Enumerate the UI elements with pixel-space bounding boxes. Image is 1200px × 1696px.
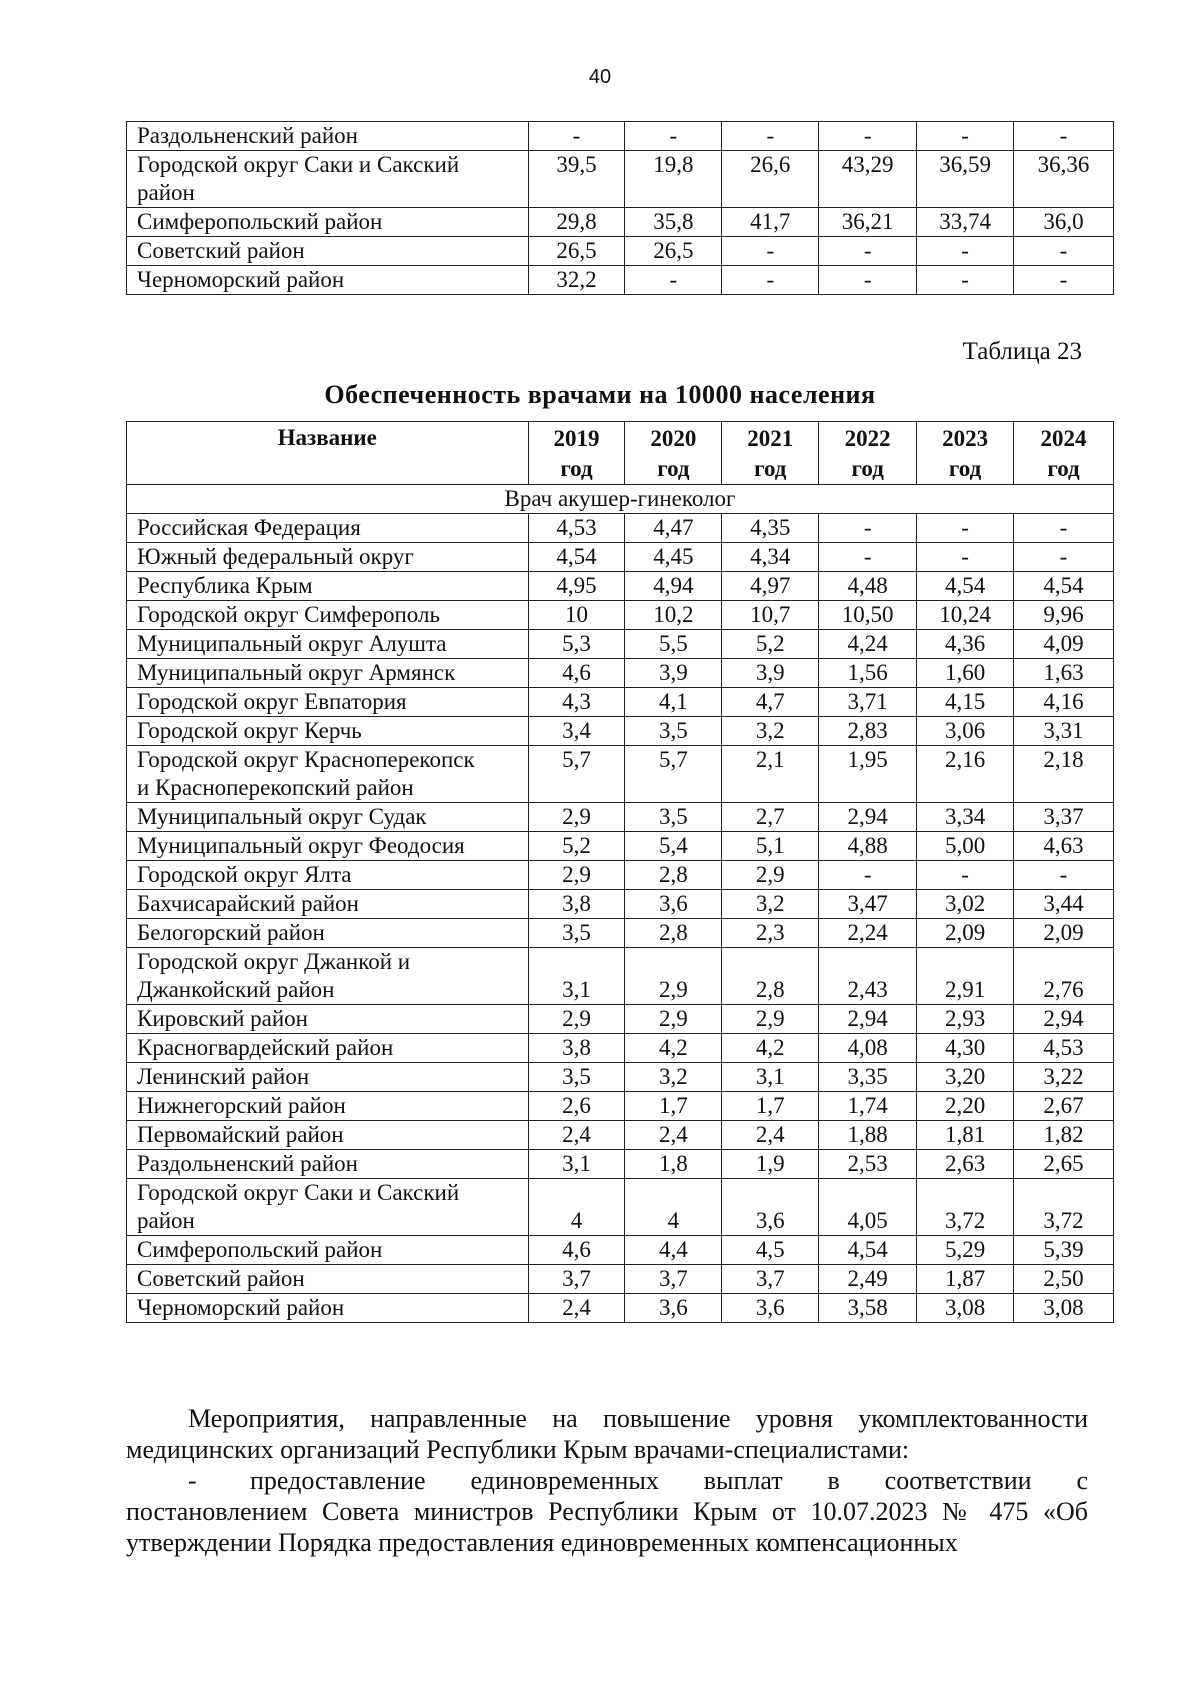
- value-cell: 4,35: [722, 514, 819, 543]
- value-cell: 1,88: [819, 1121, 917, 1150]
- value-cell: 2,9: [528, 861, 625, 890]
- table-row: [127, 832, 1114, 861]
- value-cell: 4,48: [819, 572, 917, 601]
- value-cell: 2,94: [819, 803, 917, 832]
- value-cell: 39,5: [528, 151, 625, 208]
- value-cell: -: [917, 237, 1014, 266]
- body-text: [126, 1403, 1088, 1558]
- header-year: 2020 год: [625, 422, 722, 485]
- row-name: Белогорский район: [127, 919, 529, 948]
- value-cell: 4,53: [528, 514, 625, 543]
- row-name: Городской округ Симферополь: [127, 601, 529, 630]
- value-cell: 3,2: [625, 1063, 722, 1092]
- table-row: [127, 1265, 1114, 1294]
- value-cell: 10,7: [722, 601, 819, 630]
- value-cell: 1,95: [819, 746, 917, 803]
- value-cell: 4,09: [1014, 630, 1114, 659]
- value-cell: 36,59: [917, 151, 1014, 208]
- value-cell: 26,5: [528, 237, 625, 266]
- value-cell: 3,1: [528, 948, 625, 1005]
- table-row: [127, 266, 1114, 295]
- row-name: Городской округ Евпатория: [127, 688, 529, 717]
- header-year: 2021 год: [722, 422, 819, 485]
- value-cell: 3,4: [528, 717, 625, 746]
- value-cell: 3,8: [528, 890, 625, 919]
- value-cell: -: [819, 122, 917, 151]
- row-name: Симферопольский район: [127, 1236, 529, 1265]
- table-row: [127, 861, 1114, 890]
- value-cell: -: [819, 514, 917, 543]
- value-cell: 2,16: [917, 746, 1014, 803]
- table-row: [127, 543, 1114, 572]
- value-cell: 2,9: [625, 948, 722, 1005]
- table-row: [127, 1063, 1114, 1092]
- value-cell: 2,24: [819, 919, 917, 948]
- table-row: [127, 948, 1114, 1005]
- header-year: 2022 год: [819, 422, 917, 485]
- row-name: Муниципальный округ Армянск: [127, 659, 529, 688]
- value-cell: 4,15: [917, 688, 1014, 717]
- value-cell: 4,16: [1014, 688, 1114, 717]
- value-cell: 33,74: [917, 208, 1014, 237]
- value-cell: 4: [528, 1179, 625, 1236]
- value-cell: 43,29: [819, 151, 917, 208]
- value-cell: 2,3: [722, 919, 819, 948]
- value-cell: 1,60: [917, 659, 1014, 688]
- value-cell: 2,6: [528, 1092, 625, 1121]
- value-cell: 1,9: [722, 1150, 819, 1179]
- list-dash: -: [188, 1466, 197, 1495]
- row-name: Первомайский район: [127, 1121, 529, 1150]
- row-name: Республика Крым: [127, 572, 529, 601]
- value-cell: 2,65: [1014, 1150, 1114, 1179]
- continuation-table: [126, 121, 1114, 295]
- table-row: [127, 688, 1114, 717]
- value-cell: 5,00: [917, 832, 1014, 861]
- value-cell: 2,9: [625, 1005, 722, 1034]
- table-header-row: [127, 422, 1114, 485]
- value-cell: 1,7: [722, 1092, 819, 1121]
- value-cell: 4,08: [819, 1034, 917, 1063]
- value-cell: 4,97: [722, 572, 819, 601]
- value-cell: 3,71: [819, 688, 917, 717]
- value-cell: 4,95: [528, 572, 625, 601]
- value-cell: 4,53: [1014, 1034, 1114, 1063]
- table-row: [127, 208, 1114, 237]
- value-cell: 4,54: [819, 1236, 917, 1265]
- value-cell: 4,63: [1014, 832, 1114, 861]
- value-cell: 4,4: [625, 1236, 722, 1265]
- section-title: Врач акушер-гинеколог: [127, 485, 1114, 514]
- value-cell: 3,02: [917, 890, 1014, 919]
- value-cell: 5,29: [917, 1236, 1014, 1265]
- table-row: [127, 151, 1114, 208]
- value-cell: 2,18: [1014, 746, 1114, 803]
- value-cell: 2,09: [1014, 919, 1114, 948]
- value-cell: 4,5: [722, 1236, 819, 1265]
- value-cell: 3,9: [625, 659, 722, 688]
- row-name: Ленинский район: [127, 1063, 529, 1092]
- value-cell: 4,3: [528, 688, 625, 717]
- table-row: [127, 1034, 1114, 1063]
- value-cell: 3,6: [625, 1294, 722, 1323]
- table-row: [127, 122, 1114, 151]
- row-name: Красногвардейский район: [127, 1034, 529, 1063]
- header-year: 2019 год: [528, 422, 625, 485]
- value-cell: 3,5: [625, 717, 722, 746]
- value-cell: 4: [625, 1179, 722, 1236]
- value-cell: -: [722, 237, 819, 266]
- value-cell: 3,34: [917, 803, 1014, 832]
- value-cell: 3,1: [528, 1150, 625, 1179]
- value-cell: 9,96: [1014, 601, 1114, 630]
- value-cell: -: [528, 122, 625, 151]
- value-cell: 2,7: [722, 803, 819, 832]
- row-name: Муниципальный округ Феодосия: [127, 832, 529, 861]
- row-name: Муниципальный округ Алушта: [127, 630, 529, 659]
- value-cell: 2,1: [722, 746, 819, 803]
- value-cell: 2,43: [819, 948, 917, 1005]
- value-cell: 4,94: [625, 572, 722, 601]
- table-row: [127, 572, 1114, 601]
- table-row: [127, 1294, 1114, 1323]
- table-row: [127, 1179, 1114, 1236]
- value-cell: 3,8: [528, 1034, 625, 1063]
- value-cell: 5,7: [625, 746, 722, 803]
- value-cell: -: [1014, 122, 1114, 151]
- value-cell: 2,09: [917, 919, 1014, 948]
- value-cell: 2,8: [625, 861, 722, 890]
- table-row: [127, 1236, 1114, 1265]
- value-cell: 2,63: [917, 1150, 1014, 1179]
- value-cell: -: [722, 122, 819, 151]
- value-cell: 1,81: [917, 1121, 1014, 1150]
- value-cell: 35,8: [625, 208, 722, 237]
- table-row: [127, 601, 1114, 630]
- value-cell: 4,7: [722, 688, 819, 717]
- value-cell: 5,1: [722, 832, 819, 861]
- value-cell: -: [819, 861, 917, 890]
- table-row: [127, 746, 1114, 803]
- row-name: Муниципальный округ Судак: [127, 803, 529, 832]
- table-row: [127, 803, 1114, 832]
- value-cell: 3,08: [917, 1294, 1014, 1323]
- value-cell: 2,53: [819, 1150, 917, 1179]
- value-cell: 3,6: [625, 890, 722, 919]
- value-cell: 4,6: [528, 659, 625, 688]
- value-cell: 2,4: [722, 1121, 819, 1150]
- row-name: Городской округ Джанкой и Джанкойский район: [127, 948, 529, 1005]
- value-cell: 3,7: [625, 1265, 722, 1294]
- value-cell: 41,7: [722, 208, 819, 237]
- value-cell: 2,49: [819, 1265, 917, 1294]
- value-cell: 3,22: [1014, 1063, 1114, 1092]
- value-cell: 1,7: [625, 1092, 722, 1121]
- table-row: [127, 1150, 1114, 1179]
- value-cell: 3,31: [1014, 717, 1114, 746]
- value-cell: 10,2: [625, 601, 722, 630]
- value-cell: 4,30: [917, 1034, 1014, 1063]
- value-cell: 2,9: [528, 1005, 625, 1034]
- value-cell: 19,8: [625, 151, 722, 208]
- value-cell: 32,2: [528, 266, 625, 295]
- table-row: [127, 514, 1114, 543]
- value-cell: 2,83: [819, 717, 917, 746]
- value-cell: 4,54: [1014, 572, 1114, 601]
- value-cell: 2,4: [625, 1121, 722, 1150]
- row-name: Раздольненский район: [127, 122, 529, 151]
- value-cell: 36,0: [1014, 208, 1114, 237]
- value-cell: -: [917, 266, 1014, 295]
- value-cell: 4,36: [917, 630, 1014, 659]
- value-cell: 4,88: [819, 832, 917, 861]
- value-cell: 3,5: [528, 1063, 625, 1092]
- value-cell: 1,8: [625, 1150, 722, 1179]
- table-row: [127, 717, 1114, 746]
- value-cell: 3,72: [917, 1179, 1014, 1236]
- value-cell: -: [819, 237, 917, 266]
- value-cell: -: [917, 543, 1014, 572]
- value-cell: 2,93: [917, 1005, 1014, 1034]
- row-name: Городской округ Саки и Сакский район: [127, 1179, 529, 1236]
- value-cell: 3,44: [1014, 890, 1114, 919]
- value-cell: 2,91: [917, 948, 1014, 1005]
- value-cell: 4,05: [819, 1179, 917, 1236]
- value-cell: 3,37: [1014, 803, 1114, 832]
- value-cell: 36,36: [1014, 151, 1114, 208]
- value-cell: 2,8: [625, 919, 722, 948]
- table-title: Обеспеченность врачами на 10000 населения: [324, 380, 876, 409]
- value-cell: 4,47: [625, 514, 722, 543]
- table-row: [127, 1005, 1114, 1034]
- value-cell: 26,6: [722, 151, 819, 208]
- table-row: [127, 630, 1114, 659]
- table-row: [127, 1121, 1114, 1150]
- value-cell: -: [917, 122, 1014, 151]
- value-cell: 2,94: [819, 1005, 917, 1034]
- value-cell: 4,45: [625, 543, 722, 572]
- row-name: Южный федеральный округ: [127, 543, 529, 572]
- section-row: [127, 485, 1114, 514]
- value-cell: 4,24: [819, 630, 917, 659]
- value-cell: 3,6: [722, 1294, 819, 1323]
- value-cell: 4,2: [722, 1034, 819, 1063]
- value-cell: 4,2: [625, 1034, 722, 1063]
- table-row: [127, 659, 1114, 688]
- value-cell: 1,63: [1014, 659, 1114, 688]
- value-cell: 3,7: [528, 1265, 625, 1294]
- row-name: Бахчисарайский район: [127, 890, 529, 919]
- value-cell: 5,4: [625, 832, 722, 861]
- value-cell: 5,2: [722, 630, 819, 659]
- value-cell: 1,87: [917, 1265, 1014, 1294]
- doctors-per-10000-table: [126, 421, 1114, 1323]
- value-cell: 1,82: [1014, 1121, 1114, 1150]
- row-name: Городской округ Красноперекопск и Красноперекопский район: [127, 746, 529, 803]
- value-cell: 1,74: [819, 1092, 917, 1121]
- value-cell: -: [1014, 543, 1114, 572]
- row-name: Городской округ Саки и Сакский район: [127, 151, 529, 208]
- value-cell: 3,20: [917, 1063, 1014, 1092]
- value-cell: 2,9: [722, 1005, 819, 1034]
- value-cell: 3,9: [722, 659, 819, 688]
- row-name: Российская Федерация: [127, 514, 529, 543]
- value-cell: 3,58: [819, 1294, 917, 1323]
- value-cell: -: [625, 266, 722, 295]
- row-name: Раздольненский район: [127, 1150, 529, 1179]
- paragraph-measures: Мероприятия, направленные на повышение уровня укомплектованности медицинских организаций Республики Крым врачами-специалистами:: [126, 1404, 1088, 1464]
- row-name: Городской округ Керчь: [127, 717, 529, 746]
- value-cell: 4,34: [722, 543, 819, 572]
- table-row: [127, 890, 1114, 919]
- value-cell: -: [722, 266, 819, 295]
- value-cell: 2,67: [1014, 1092, 1114, 1121]
- header-year: 2024 год: [1014, 422, 1114, 485]
- value-cell: 5,7: [528, 746, 625, 803]
- value-cell: 10: [528, 601, 625, 630]
- value-cell: 2,4: [528, 1294, 625, 1323]
- row-name: Черноморский район: [127, 266, 529, 295]
- value-cell: 2,8: [722, 948, 819, 1005]
- value-cell: 3,5: [625, 803, 722, 832]
- paragraph-continuation: постановлением Совета министров Республики Крым от 10.07.2023 № 475 «Об утверждении Порядка предоставления единовременных компенсационных: [126, 1497, 1088, 1557]
- value-cell: -: [1014, 514, 1114, 543]
- value-cell: 3,35: [819, 1063, 917, 1092]
- value-cell: 3,5: [528, 919, 625, 948]
- value-cell: 3,47: [819, 890, 917, 919]
- value-cell: -: [1014, 237, 1114, 266]
- value-cell: 4,1: [625, 688, 722, 717]
- row-name: Советский район: [127, 237, 529, 266]
- value-cell: 3,7: [722, 1265, 819, 1294]
- value-cell: 3,08: [1014, 1294, 1114, 1323]
- value-cell: 3,72: [1014, 1179, 1114, 1236]
- row-name: Городской округ Ялта: [127, 861, 529, 890]
- value-cell: 2,9: [722, 861, 819, 890]
- table-row: [127, 237, 1114, 266]
- value-cell: 5,5: [625, 630, 722, 659]
- table-row: [127, 1092, 1114, 1121]
- page-number: 40: [588, 66, 612, 88]
- value-cell: 1,56: [819, 659, 917, 688]
- value-cell: 2,4: [528, 1121, 625, 1150]
- value-cell: -: [625, 122, 722, 151]
- value-cell: 2,20: [917, 1092, 1014, 1121]
- value-cell: -: [917, 514, 1014, 543]
- table-number: Таблица 23: [962, 338, 1082, 365]
- row-name: Кировский район: [127, 1005, 529, 1034]
- row-name: Нижнегорский район: [127, 1092, 529, 1121]
- value-cell: 5,3: [528, 630, 625, 659]
- value-cell: 5,2: [528, 832, 625, 861]
- value-cell: 2,76: [1014, 948, 1114, 1005]
- value-cell: -: [819, 543, 917, 572]
- value-cell: 10,50: [819, 601, 917, 630]
- value-cell: 3,2: [722, 890, 819, 919]
- value-cell: 10,24: [917, 601, 1014, 630]
- value-cell: 4,6: [528, 1236, 625, 1265]
- row-name: Симферопольский район: [127, 208, 529, 237]
- value-cell: -: [917, 861, 1014, 890]
- paragraph-dash-line: [126, 1465, 1088, 1496]
- header-name: Название: [127, 422, 529, 485]
- value-cell: 26,5: [625, 237, 722, 266]
- value-cell: 36,21: [819, 208, 917, 237]
- value-cell: -: [1014, 266, 1114, 295]
- value-cell: -: [819, 266, 917, 295]
- value-cell: 2,94: [1014, 1005, 1114, 1034]
- value-cell: 2,50: [1014, 1265, 1114, 1294]
- value-cell: -: [1014, 861, 1114, 890]
- value-cell: 5,39: [1014, 1236, 1114, 1265]
- value-cell: 29,8: [528, 208, 625, 237]
- value-cell: 4,54: [528, 543, 625, 572]
- value-cell: 3,1: [722, 1063, 819, 1092]
- value-cell: 2,9: [528, 803, 625, 832]
- value-cell: 4,54: [917, 572, 1014, 601]
- paragraph-dash-text: предоставление единовременных выплат в соответствии с: [250, 1466, 1088, 1495]
- header-year: 2023 год: [917, 422, 1014, 485]
- table-row: [127, 919, 1114, 948]
- row-name: Черноморский район: [127, 1294, 529, 1323]
- value-cell: 3,2: [722, 717, 819, 746]
- value-cell: 3,6: [722, 1179, 819, 1236]
- row-name: Советский район: [127, 1265, 529, 1294]
- value-cell: 3,06: [917, 717, 1014, 746]
